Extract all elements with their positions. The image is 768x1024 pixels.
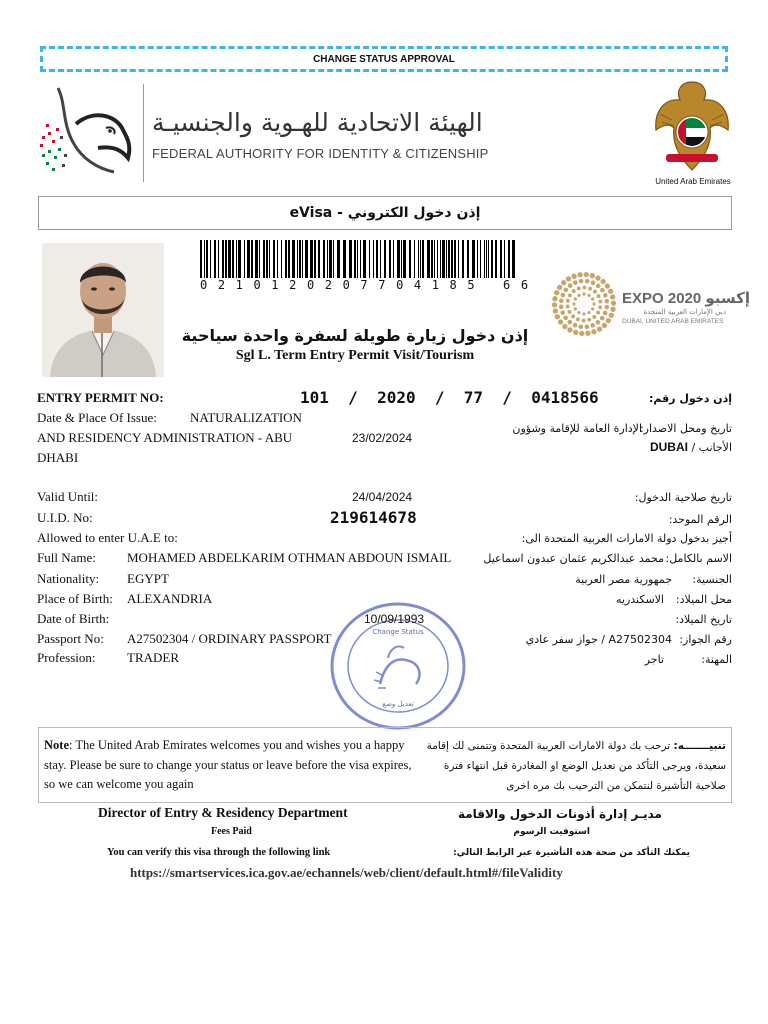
expo-burst-dot: [605, 299, 610, 304]
expo-burst-dot: [554, 290, 559, 295]
expo-burst-dot: [566, 305, 570, 309]
issue-place-ar-line1: الإدارة العامة للإقامة وشؤون: [512, 422, 642, 435]
barcode-bar: [297, 240, 298, 278]
expo-burst-dot: [602, 323, 607, 328]
expo-burst-dot: [600, 279, 605, 284]
valid-until-label-en: Valid Until:: [37, 489, 99, 504]
profession-value-ar: تاجر: [644, 653, 664, 666]
uae-emblem-icon: [650, 78, 734, 176]
expo-burst-dot: [598, 305, 602, 309]
barcode-bar: [462, 240, 464, 278]
expo-burst-dot: [600, 288, 605, 293]
birth-place-value-ar: الاسكندريه: [616, 593, 664, 606]
barcode-bar: [200, 240, 202, 278]
expo-burst-dot: [573, 323, 578, 328]
expo-burst-dot: [577, 286, 581, 290]
profession-label-en: Profession:: [37, 650, 96, 665]
note-en: [44, 736, 416, 795]
note-text-ar: ترحب بك دولة الامارات العربية المتحدة وتتمنى لك إقامة سعيدة، ويرجى التأكد من تعديل الوضع او المغادرة قبل انتهاء فترة صلاحية التأشيرة لنتمكن من الترحيب بك مره اخرى: [426, 740, 726, 792]
expo-burst-dot: [568, 293, 572, 297]
barcode-bar: [454, 240, 456, 278]
barcode-bar: [477, 240, 478, 278]
expo-sub-en: DUBAI, UNITED ARAB EMIRATES: [622, 318, 724, 325]
expo-sub-ar: دبي الإمارات العربية المتحدة: [643, 308, 726, 316]
expo-burst-dot: [587, 318, 591, 322]
full-name-value-ar: محمد عبدالكريم عثمان عبدون اسماعيل: [483, 552, 664, 565]
profession-label-ar: المهنة:: [701, 653, 732, 666]
stamp-top-text: Change Status: [372, 628, 424, 636]
entry-permit-number: 101 / 2020 / 77 / 0418566: [300, 388, 599, 407]
barcode-bar: [302, 240, 303, 278]
barcode-bar: [369, 240, 370, 278]
evisa-title-box: [38, 196, 732, 230]
status-banner-text: CHANGE STATUS APPROVAL: [313, 53, 455, 65]
expo-burst-dot: [596, 320, 601, 325]
expo-burst-dot: [593, 290, 597, 294]
expo-burst-dot: [560, 310, 565, 315]
birth-date-value: 10/09/1993: [364, 612, 425, 626]
profession-value-en: TRADER: [127, 650, 179, 665]
expo-burst-dot: [591, 281, 596, 286]
status-banner: [40, 46, 728, 72]
barcode-bar: [206, 240, 208, 278]
passport-label-ar: رقم الجواز:: [679, 633, 732, 646]
note-label: Note: [44, 738, 69, 752]
barcode-bar: [299, 240, 301, 278]
barcode-bar: [288, 240, 290, 278]
emblem-caption: United Arab Emirates: [655, 177, 731, 186]
expo-burst-dot: [584, 272, 589, 277]
expo-logo-text: [622, 289, 750, 307]
barcode-bar: [401, 240, 402, 278]
expo-burst-dot: [610, 294, 615, 299]
expo-burst-dot: [566, 299, 570, 303]
expo-burst-dot: [595, 275, 600, 280]
expo-burst-dot: [561, 293, 566, 298]
barcode-bar: [442, 240, 445, 278]
permit-title-ar: إذن دخول زيارة طويلة لسفرة واحدة سياحية: [181, 326, 529, 345]
expo-burst-dot: [596, 284, 601, 289]
note-label-ar: تنبيـــــــه:: [673, 740, 726, 752]
expo-burst-dot: [588, 287, 592, 291]
barcode-bar: [292, 240, 295, 278]
valid-until-value: 24/04/2024: [352, 490, 413, 504]
barcode-bar: [277, 240, 278, 278]
barcode-bar: [266, 240, 268, 278]
expo-burst-dot: [564, 288, 569, 293]
barcode-bar: [314, 240, 316, 278]
barcode-bar: [232, 240, 234, 278]
barcode-bar: [418, 240, 419, 278]
expo-burst-dot: [590, 323, 595, 328]
barcode-bar: [263, 240, 265, 278]
director-en: Director of Entry & Residency Department: [98, 805, 348, 820]
barcode-bar: [437, 240, 438, 278]
barcode-bar: [360, 240, 361, 278]
expo-burst-dot: [573, 280, 578, 285]
expo-burst-dot: [590, 273, 595, 278]
barcode-bar: [422, 240, 424, 278]
barcode-bar: [357, 240, 358, 278]
barcode-bar: [327, 240, 328, 278]
issue-label-ar: تاريخ ومحل الاصدار:: [639, 422, 732, 435]
expo-burst-dot: [587, 294, 590, 297]
barcode-bar: [214, 240, 216, 278]
expo-burst-dot: [552, 302, 557, 307]
expo-burst-dot: [559, 299, 564, 304]
fees-paid-en: Fees Paid: [211, 826, 252, 837]
barcode-bar: [486, 240, 487, 278]
allowed-label-ar: أجيز بدخول دولة الامارات العربية المتحدة الى:: [521, 532, 732, 545]
barcode-bar: [204, 240, 205, 278]
barcode-bar: [384, 240, 386, 278]
fees-paid-ar: استوفيت الرسوم: [513, 827, 590, 837]
barcode-bar: [376, 240, 378, 278]
expo-burst-dot: [552, 296, 557, 301]
expo-burst-dot: [582, 312, 585, 315]
expo-burst-dot: [582, 286, 586, 290]
barcode-bar: [448, 240, 450, 278]
expo-burst-dot: [561, 280, 566, 285]
expo-burst-dot: [587, 311, 590, 314]
expo-burst-dot: [579, 331, 584, 336]
expo-burst-dot: [598, 300, 602, 304]
verify-text-ar: يمكنك التأكد من صحة هذه التأشيرة عبر الرابط التالي:: [453, 848, 690, 858]
issue-place-ar-line2: [650, 440, 732, 454]
expo-burst-dot: [576, 317, 580, 321]
passport-value-ar: A27502304 / جواز سفر عادي: [525, 633, 672, 646]
barcode-bar: [259, 240, 260, 278]
expo-burst-dot: [574, 307, 577, 310]
full-name-label-ar: الاسم بالكامل:: [665, 552, 732, 565]
expo-burst-dot: [592, 302, 595, 305]
permit-title-en: Sgl L. Term Entry Permit Visit/Tourism: [235, 348, 475, 363]
barcode-bar: [247, 240, 250, 278]
issue-date: 23/02/2024: [352, 431, 413, 445]
barcode-bar: [495, 240, 497, 278]
barcode-bar: [269, 240, 270, 278]
barcode-bar: [488, 240, 489, 278]
barcode-bar: [255, 240, 258, 278]
expo-burst-dot: [562, 324, 567, 329]
uid-label-ar: الرقم الموحد:: [668, 513, 732, 526]
authority-name-en: FEDERAL AUTHORITY FOR IDENTITY & CITIZENSHIP: [152, 146, 489, 161]
barcode-bar: [504, 240, 505, 278]
expo-burst-dot: [585, 279, 590, 284]
verify-text-en: You can verify this visa through the following link: [107, 847, 331, 858]
birth-place-value-en: ALEXANDRIA: [127, 591, 213, 606]
barcode-bar: [397, 240, 400, 278]
expo-burst-dot: [611, 301, 616, 306]
expo-burst-dot: [568, 310, 572, 314]
barcode-bar: [403, 240, 406, 278]
expo-burst-dot: [596, 311, 600, 315]
expo-burst-dot: [600, 316, 605, 321]
expo-2020-logo-icon: [552, 270, 616, 338]
expo-burst-dot: [592, 315, 596, 319]
barcode-bar: [323, 240, 325, 278]
expo-burst-dot: [603, 293, 608, 298]
barcode-bar: [434, 240, 435, 278]
barcode-bar: [472, 240, 475, 278]
expo-burst-dot: [591, 307, 594, 310]
expo-burst-dot: [577, 294, 580, 297]
entry-permit-label-en: ENTRY PERMIT NO:: [37, 390, 164, 405]
uid-value: 219614678: [330, 508, 417, 527]
barcode-bar: [480, 240, 481, 278]
birth-place-label-ar: محل الميلاد:: [675, 593, 732, 606]
barcode-bar: [458, 240, 459, 278]
barcode-bar: [393, 240, 394, 278]
barcode-bar: [285, 240, 287, 278]
barcode-bar: [349, 240, 352, 278]
barcode-bar: [337, 240, 340, 278]
barcode-bar: [310, 240, 313, 278]
expo-burst-dot: [555, 314, 560, 319]
expo-burst-dot: [585, 331, 590, 336]
issue-label-en: Date & Place Of Issue:: [37, 410, 157, 425]
stamp-bottom-text: تعديل وضع: [382, 700, 414, 708]
person-silhouette-icon: [42, 243, 164, 377]
note-text-en: : The United Arab Emirates welcomes you and wishes you a happy stay. Please be sure to change your status or leave before the visa expires, so we can welcome you again: [44, 738, 412, 791]
full-name-label-en: Full Name:: [37, 550, 96, 565]
expo-burst-dot: [610, 307, 615, 312]
barcode-bar: [508, 240, 510, 278]
barcode-bar: [484, 240, 485, 278]
barcode-bar: [281, 240, 282, 278]
barcode-bar: [446, 240, 447, 278]
barcode: [200, 240, 516, 278]
expo-burst-dot: [572, 302, 575, 305]
uid-label-en: U.I.D. No:: [37, 510, 93, 525]
issue-place-ar-line2-text: الأجانب /: [691, 441, 732, 454]
birth-place-label-en: Place of Birth:: [37, 591, 113, 606]
expo-burst-dot: [568, 283, 573, 288]
barcode-bar: [218, 240, 219, 278]
expo-burst-dot: [577, 311, 580, 314]
nationality-label-en: Nationality:: [37, 571, 100, 586]
birth-date-label-ar: تاريخ الميلاد:: [675, 613, 732, 626]
barcode-bar: [420, 240, 421, 278]
barcode-bar: [500, 240, 502, 278]
barcode-bar: [329, 240, 332, 278]
barcode-bar: [512, 240, 515, 278]
expo-burst-dot: [606, 318, 611, 323]
barcode-bar: [431, 240, 433, 278]
barcode-bar: [333, 240, 334, 278]
expo-burst-dot: [591, 297, 594, 300]
expo-burst-dot: [571, 314, 575, 318]
evisa-title: إذن دخول الكتروني - eVisa: [289, 205, 481, 221]
expo-text-ar: إكسبو: [705, 289, 751, 307]
expo-burst-dot: [577, 272, 582, 277]
expo-burst-dot: [608, 289, 613, 294]
expo-burst-dot: [558, 319, 563, 324]
falcon-logo-icon: [36, 84, 136, 182]
barcode-bar: [343, 240, 346, 278]
barcode-bar: [251, 240, 253, 278]
header-divider: [143, 84, 144, 182]
expo-burst-dot: [573, 330, 578, 335]
expo-burst-dot: [585, 325, 590, 330]
barcode-bar: [427, 240, 430, 278]
expo-burst-dot: [568, 320, 573, 325]
expo-burst-dot: [582, 319, 586, 323]
barcode-bar: [238, 240, 241, 278]
valid-until-label-ar: تاريخ صلاحية الدخول:: [634, 491, 732, 504]
barcode-bar: [225, 240, 227, 278]
barcode-bar: [389, 240, 391, 278]
barcode-bar: [354, 240, 356, 278]
barcode-bar: [210, 240, 211, 278]
barcode-bar: [236, 240, 237, 278]
expo-burst-dot: [553, 308, 558, 313]
expo-burst-dot: [579, 324, 584, 329]
allowed-label-en: Allowed to enter U.A.E to:: [37, 530, 178, 545]
passport-value-en: A27502304 / ORDINARY PASSPORT: [127, 631, 332, 646]
barcode-bar: [409, 240, 411, 278]
barcode-bar: [380, 240, 381, 278]
verification-link[interactable]: https://smartservices.ica.gov.ae/echannels/web/client/default.html#/fileValidity: [130, 865, 563, 880]
barcode-bar: [305, 240, 308, 278]
expo-burst-dot: [605, 283, 610, 288]
expo-text-en: EXPO 2020: [622, 290, 702, 307]
expo-burst-dot: [572, 289, 576, 293]
issue-place-line3: DHABI: [37, 450, 79, 465]
expo-burst-dot: [559, 305, 564, 310]
expo-burst-dot: [574, 297, 577, 300]
authority-name-ar: الهيئة الاتحادية للهـوية والجنسيـة: [152, 108, 483, 137]
director-ar: مديـر إدارة أذونات الدخول والاقامة: [457, 807, 662, 821]
barcode-bar: [467, 240, 469, 278]
note-ar: [420, 736, 726, 796]
expo-burst-dot: [582, 292, 585, 295]
barcode-bar: [228, 240, 231, 278]
issue-place-line1: NATURALIZATION: [190, 410, 302, 425]
barcode-bar: [414, 240, 415, 278]
passport-label-en: Passport No:: [37, 631, 104, 646]
expo-burst-dot: [557, 285, 562, 290]
expo-burst-dot: [566, 276, 571, 281]
barcode-bar: [318, 240, 320, 278]
barcode-bar: [244, 240, 245, 278]
expo-burst-dot: [603, 311, 608, 316]
expo-burst-dot: [563, 316, 568, 321]
nationality-value-ar: جمهورية مصر العربية: [575, 573, 672, 586]
barcode-bar: [373, 240, 374, 278]
holder-photo: [42, 243, 164, 377]
barcode-bar: [451, 240, 453, 278]
barcode-bar: [440, 240, 441, 278]
expo-burst-dot: [597, 326, 602, 331]
expo-burst-dot: [579, 279, 584, 284]
expo-burst-dot: [604, 305, 609, 310]
expo-burst-dot: [597, 294, 601, 298]
barcode-bar: [363, 240, 366, 278]
barcode-bar: [222, 240, 224, 278]
nationality-value-en: EGYPT: [127, 571, 169, 586]
birth-date-label-en: Date of Birth:: [37, 611, 110, 626]
full-name-value-en: MOHAMED ABDELKARIM OTHMAN ABDOUN ISMAIL: [127, 550, 452, 565]
expo-burst-dot: [571, 274, 576, 279]
issue-place-ar-city: DUBAI: [649, 440, 688, 454]
expo-burst-dot: [567, 327, 572, 332]
entry-permit-label-ar: إذن دخول رقم:: [648, 392, 732, 405]
issue-place-line2: AND RESIDENCY ADMINISTRATION - ABU: [37, 430, 293, 445]
expo-burst-dot: [609, 313, 614, 318]
barcode-bar: [491, 240, 493, 278]
barcode-digits: 0210120207704185 66: [200, 278, 539, 292]
barcode-bar: [273, 240, 275, 278]
expo-burst-dot: [591, 329, 596, 334]
nationality-label-ar: الجنسية:: [692, 573, 732, 586]
